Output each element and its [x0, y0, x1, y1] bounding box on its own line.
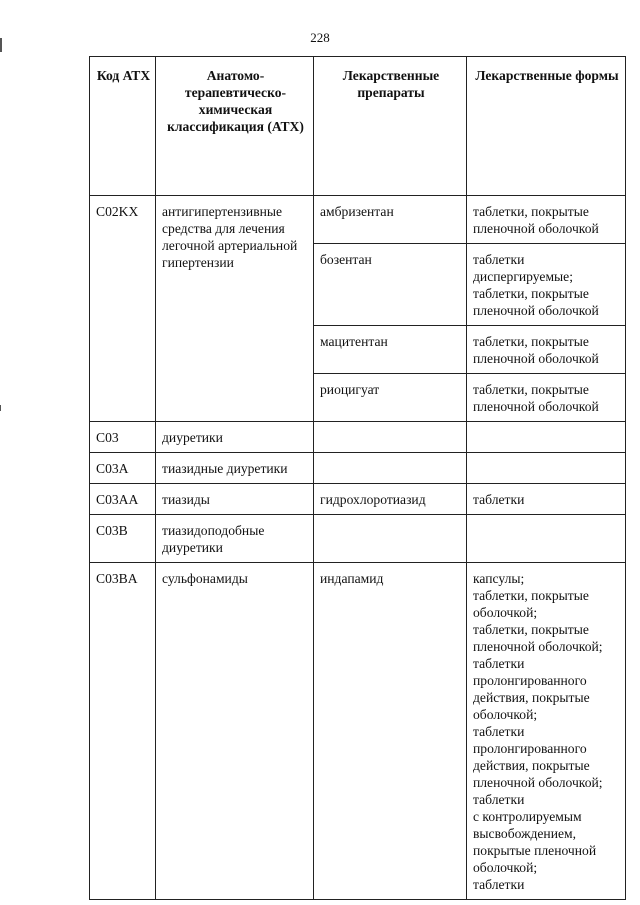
cell-drug — [314, 453, 467, 484]
header-drugs: Лекарственные препараты — [314, 57, 467, 196]
cell-classification: антигипертензивные средства для лечения легочной артериальной гипертензии — [156, 196, 314, 422]
page-number: 228 — [310, 30, 330, 45]
cell-forms: таблетки, покрытые пленочной оболочкой — [467, 374, 626, 422]
cell-classification: тиазидные диуретики — [156, 453, 314, 484]
cell-forms: таблетки, покрытые пленочной оболочкой — [467, 196, 626, 244]
cell-drug: индапамид — [314, 563, 467, 900]
form-entry: таблетки — [473, 877, 525, 892]
cell-code: C02KX — [90, 196, 156, 422]
table-row — [90, 453, 626, 484]
cell-forms — [467, 515, 626, 563]
form-entry: с контролируемым высвобождением, покрытые пленочной оболочкой; — [473, 809, 597, 875]
header-code: Код АТХ — [90, 57, 156, 196]
cell-code: C03B — [90, 515, 156, 563]
form-entry: таблетки, покрытые пленочной оболочкой — [473, 286, 599, 318]
cell-drug: риоцигуат — [314, 374, 467, 422]
form-entry: таблетки диспергируемые; — [473, 252, 573, 284]
table-row — [90, 515, 626, 563]
cell-forms: таблетки — [467, 484, 626, 515]
cell-drug: мацитентан — [314, 326, 467, 374]
header-forms: Лекарственные формы — [467, 57, 626, 196]
table-row — [90, 563, 626, 900]
form-entry: таблетки пролонгированного действия, покрытые оболочкой; — [473, 656, 590, 722]
cell-code: C03AA — [90, 484, 156, 515]
form-entry: таблетки пролонгированного действия, покрытые пленочной оболочкой; — [473, 724, 603, 790]
form-entry: таблетки — [473, 792, 525, 807]
form-entry: капсулы; — [473, 571, 525, 586]
scan-edge-mark — [0, 38, 2, 52]
cell-code: C03 — [90, 422, 156, 453]
cell-drug: гидрохлоротиазид — [314, 484, 467, 515]
cell-drug — [314, 422, 467, 453]
cell-classification: тиазиды — [156, 484, 314, 515]
header-classification: Анатомо-терапевтическо-химическая классификация (АТХ) — [156, 57, 314, 196]
cell-drug — [314, 515, 467, 563]
cell-forms: таблетки, покрытые пленочной оболочкой — [467, 326, 626, 374]
cell-code: C03BA — [90, 563, 156, 900]
table-header-row — [90, 57, 626, 196]
form-entry: таблетки, покрытые оболочкой; — [473, 588, 589, 620]
scan-edge-mark — [0, 405, 1, 411]
table-row — [90, 196, 626, 244]
cell-classification: диуретики — [156, 422, 314, 453]
cell-forms — [467, 244, 626, 326]
cell-classification: сульфонамиды — [156, 563, 314, 900]
cell-code: C03A — [90, 453, 156, 484]
cell-forms — [467, 563, 626, 900]
cell-drug: амбризентан — [314, 196, 467, 244]
table-row — [90, 484, 626, 515]
cell-forms — [467, 453, 626, 484]
cell-classification: тиазидоподобные диуретики — [156, 515, 314, 563]
cell-drug: бозентан — [314, 244, 467, 326]
atx-drug-table — [89, 56, 626, 900]
table-row — [90, 422, 626, 453]
cell-forms — [467, 422, 626, 453]
form-entry: таблетки, покрытые пленочной оболочкой; — [473, 622, 603, 654]
